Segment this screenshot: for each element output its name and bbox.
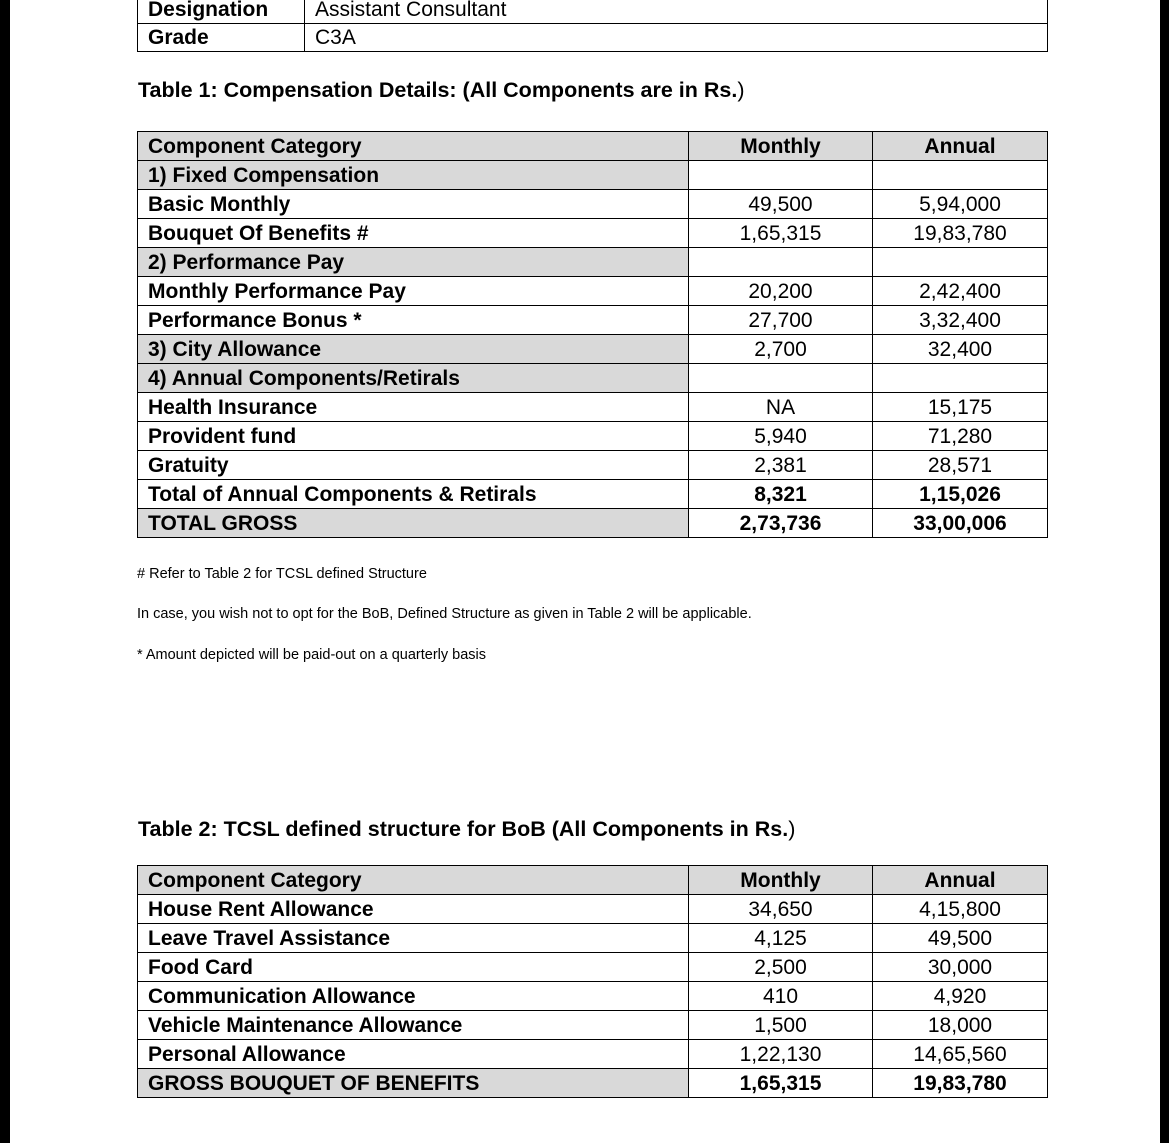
table-row: [138, 248, 1048, 277]
row-monthly: 2,381: [689, 451, 873, 480]
note-optout: In case, you wish not to opt for the BoB, Defined Structure as given in Table 2 will be applicable.: [137, 606, 752, 622]
row-annual: 2,42,400: [873, 277, 1048, 306]
row-annual: 30,000: [873, 953, 1048, 982]
row-monthly: 2,700: [689, 335, 873, 364]
row-annual: 3,32,400: [873, 306, 1048, 335]
row-monthly: 2,73,736: [689, 509, 873, 538]
bob-structure-table: [137, 865, 1048, 1098]
designation-label: Designation: [138, 0, 305, 24]
row-monthly: 2,500: [689, 953, 873, 982]
row-monthly: [689, 161, 873, 190]
row-monthly: NA: [689, 393, 873, 422]
table-row: [138, 982, 1048, 1011]
row-label: Food Card: [138, 953, 689, 982]
row-label: Personal Allowance: [138, 1040, 689, 1069]
column-header-monthly: Monthly: [689, 132, 873, 161]
row-label: Vehicle Maintenance Allowance: [138, 1011, 689, 1040]
table-header-row: [138, 866, 1048, 895]
row-annual: 32,400: [873, 335, 1048, 364]
row-annual: 49,500: [873, 924, 1048, 953]
row-annual: 19,83,780: [873, 219, 1048, 248]
table2-title-text: Table 2: TCSL defined structure for BoB (All Components in Rs.: [138, 817, 789, 841]
row-label: Communication Allowance: [138, 982, 689, 1011]
row-monthly: 49,500: [689, 190, 873, 219]
table-row: [138, 1040, 1048, 1069]
table-row: [138, 190, 1048, 219]
table-row: [138, 0, 1048, 24]
row-annual: [873, 248, 1048, 277]
table-row: [138, 24, 1048, 52]
table-row: [138, 161, 1048, 190]
grade-label: Grade: [138, 24, 305, 52]
table-row: [138, 895, 1048, 924]
row-annual: [873, 364, 1048, 393]
table2-title: [138, 817, 795, 842]
row-label: 2) Performance Pay: [138, 248, 689, 277]
row-annual: 19,83,780: [873, 1069, 1048, 1098]
row-monthly: 34,650: [689, 895, 873, 924]
table1-title: [138, 78, 744, 103]
row-label: Performance Bonus *: [138, 306, 689, 335]
row-annual: 4,15,800: [873, 895, 1048, 924]
table-row: [138, 924, 1048, 953]
row-monthly: 8,321: [689, 480, 873, 509]
table1-title-text: Table 1: Compensation Details: (All Components are in Rs.: [138, 78, 738, 102]
table-row: [138, 509, 1048, 538]
column-header-monthly: Monthly: [689, 866, 873, 895]
row-monthly: [689, 248, 873, 277]
column-header-category: Component Category: [138, 132, 689, 161]
compensation-table: [137, 131, 1048, 538]
table-row: [138, 1069, 1048, 1098]
row-label: Provident fund: [138, 422, 689, 451]
row-annual: 4,920: [873, 982, 1048, 1011]
note-quarterly: * Amount depicted will be paid-out on a quarterly basis: [137, 647, 487, 663]
row-annual: 18,000: [873, 1011, 1048, 1040]
employee-info-table: [137, 0, 1048, 52]
row-label: 1) Fixed Compensation: [138, 161, 689, 190]
table-row: [138, 1011, 1048, 1040]
table1-title-tail: ): [737, 78, 745, 102]
note-refer: # Refer to Table 2 for TCSL defined Structure: [137, 566, 427, 582]
row-monthly: 27,700: [689, 306, 873, 335]
row-label: 3) City Allowance: [138, 335, 689, 364]
row-label: Leave Travel Assistance: [138, 924, 689, 953]
row-annual: 5,94,000: [873, 190, 1048, 219]
row-annual: 15,175: [873, 393, 1048, 422]
table-row: [138, 953, 1048, 982]
row-monthly: 1,65,315: [689, 219, 873, 248]
row-monthly: 5,940: [689, 422, 873, 451]
table2-title-tail: ): [788, 817, 796, 841]
row-annual: 33,00,006: [873, 509, 1048, 538]
row-label: Health Insurance: [138, 393, 689, 422]
designation-value: Assistant Consultant: [305, 0, 1048, 24]
column-header-annual: Annual: [873, 866, 1048, 895]
row-label: Gratuity: [138, 451, 689, 480]
row-label: Bouquet Of Benefits #: [138, 219, 689, 248]
row-annual: 28,571: [873, 451, 1048, 480]
table-row: [138, 364, 1048, 393]
row-label: 4) Annual Components/Retirals: [138, 364, 689, 393]
table-row: [138, 480, 1048, 509]
row-label: Basic Monthly: [138, 190, 689, 219]
row-monthly: 4,125: [689, 924, 873, 953]
table-row: [138, 393, 1048, 422]
table-row: [138, 277, 1048, 306]
row-label: TOTAL GROSS: [138, 509, 689, 538]
row-monthly: 1,65,315: [689, 1069, 873, 1098]
row-label: Monthly Performance Pay: [138, 277, 689, 306]
row-annual: 71,280: [873, 422, 1048, 451]
row-monthly: 1,500: [689, 1011, 873, 1040]
column-header-category: Component Category: [138, 866, 689, 895]
table-row: [138, 451, 1048, 480]
table-row: [138, 306, 1048, 335]
table-row: [138, 335, 1048, 364]
table-header-row: [138, 132, 1048, 161]
row-label: GROSS BOUQUET OF BENEFITS: [138, 1069, 689, 1098]
row-annual: 1,15,026: [873, 480, 1048, 509]
row-annual: 14,65,560: [873, 1040, 1048, 1069]
column-header-annual: Annual: [873, 132, 1048, 161]
row-monthly: 20,200: [689, 277, 873, 306]
grade-value: C3A: [305, 24, 1048, 52]
row-annual: [873, 161, 1048, 190]
row-monthly: [689, 364, 873, 393]
row-label: Total of Annual Components & Retirals: [138, 480, 689, 509]
table-row: [138, 422, 1048, 451]
row-monthly: 410: [689, 982, 873, 1011]
row-label: House Rent Allowance: [138, 895, 689, 924]
table-row: [138, 219, 1048, 248]
row-monthly: 1,22,130: [689, 1040, 873, 1069]
